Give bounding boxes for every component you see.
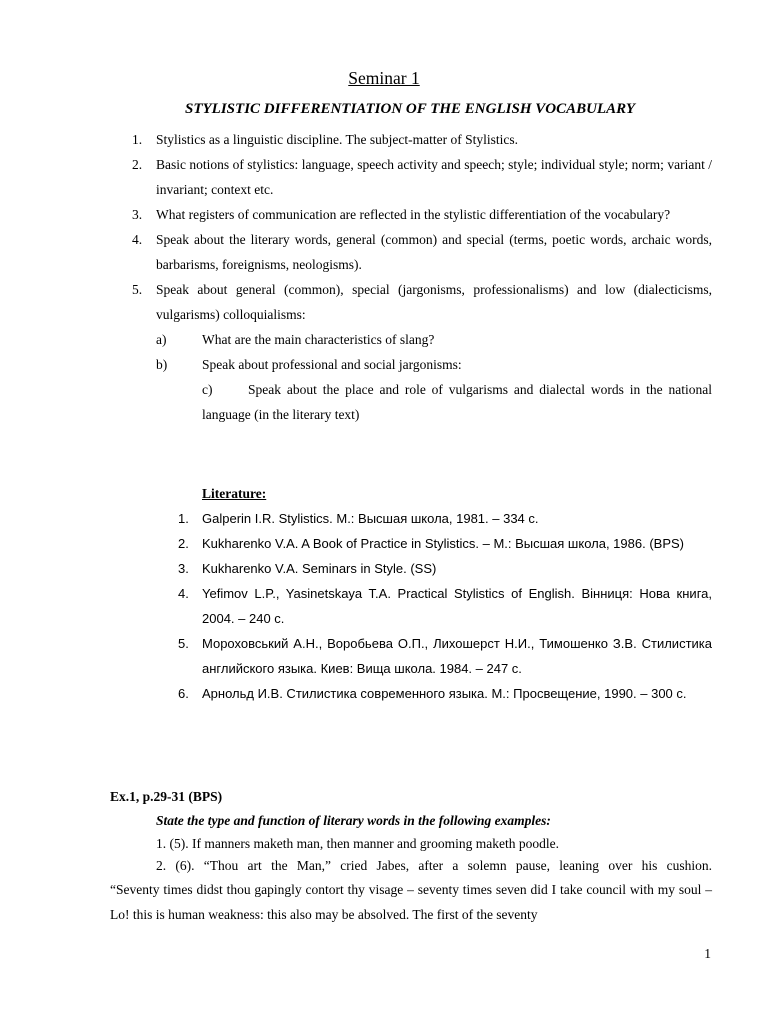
- literature-text: Galperin I.R. Stylistics. M.: Высшая школа, 1981. – 334 с.: [202, 511, 539, 526]
- literature-number: 4.: [178, 586, 189, 601]
- literature-item: [178, 581, 712, 631]
- subquestion-text: What are the main characteristics of slang?: [202, 332, 435, 347]
- question-list: [110, 127, 712, 427]
- literature-item: [178, 681, 712, 706]
- literature-item: [178, 556, 712, 581]
- question-number: 3.: [132, 207, 143, 222]
- question-text: What registers of communication are reflected in the stylistic differentiation of the vocabulary?: [156, 207, 671, 222]
- question-item: [110, 152, 712, 202]
- exercise-heading: Ex.1, p.29-31 (BPS): [110, 789, 223, 804]
- subquestion-letter: a): [156, 332, 167, 347]
- exercise-body: [110, 833, 712, 927]
- question-number: 1.: [132, 132, 143, 147]
- question-number: 5.: [132, 282, 143, 297]
- question-number: 4.: [132, 232, 143, 247]
- exercise-paragraph: “Seventy times didst thou gapingly contort thy visage – seventy times seven did I take council with my soul – Lo! this is human weakness: this also may be absolved. The first of the seventy: [110, 882, 712, 922]
- question-item: [110, 127, 712, 152]
- literature-list: [178, 506, 712, 706]
- literature-number: 5.: [178, 636, 189, 651]
- question-text: Stylistics as a linguistic discipline. The subject-matter of Stylistics.: [156, 132, 518, 147]
- question-number: 2.: [132, 157, 143, 172]
- literature-text: Мороховський А.Н., Воробьева О.П., Лихошерст Н.И., Тимошенко З.В. Стилистика английского языка. Киев: Вища школа. 1984. – 247 с.: [202, 636, 712, 676]
- literature-number: 2.: [178, 536, 189, 551]
- literature-number: 6.: [178, 686, 189, 701]
- literature-number: 3.: [178, 561, 189, 576]
- subquestion-letter: b): [156, 357, 168, 372]
- subquestion-item: [110, 377, 712, 427]
- subquestion-item: [110, 327, 712, 352]
- question-text: Basic notions of stylistics: language, speech activity and speech; style; individual style; norm; variant / invariant; context etc.: [156, 157, 712, 197]
- question-item: [110, 277, 712, 327]
- exercise-line: 2. (6). “Thou art the Man,” cried Jabes, after a solemn pause, leaning over his cushion.: [156, 858, 712, 873]
- literature-text: Kukharenko V.A. Seminars in Style. (SS): [202, 561, 437, 576]
- question-text: Speak about general (common), special (jargonisms, professionalisms) and low (dialecticisms, vulgarisms) colloquialisms:: [156, 282, 712, 322]
- question-item: [110, 227, 712, 277]
- subquestion-letter: c): [202, 382, 213, 397]
- exercise-line: 1. (5). If manners maketh man, then manner and grooming maketh poodle.: [156, 836, 560, 851]
- literature-heading: Literature:: [202, 486, 267, 501]
- literature-item: [178, 531, 712, 556]
- exercise-task: State the type and function of literary words in the following examples:: [156, 813, 551, 828]
- literature-item: [178, 631, 712, 681]
- subquestion-item: [110, 352, 712, 377]
- question-text: Speak about the literary words, general (common) and special (terms, poetic words, archaic words, barbarisms, foreignisms, neologisms).: [156, 232, 712, 272]
- literature-text: Yefimov L.P., Yasinetskaya T.A. Practical Stylistics of English. Вінниця: Нова книга, 2004. – 240 с.: [202, 586, 712, 626]
- subquestion-text: Speak about the place and role of vulgarisms and dialectal words in the national language (in the literary text): [202, 382, 712, 422]
- question-item: [110, 202, 712, 227]
- page-title: Seminar 1: [348, 68, 420, 88]
- literature-item: [178, 506, 712, 531]
- page-number: 1: [704, 946, 711, 961]
- literature-text: Kukharenko V.A. A Book of Practice in Stylistics. – M.: Высшая школа, 1986. (BPS): [202, 536, 684, 551]
- subquestion-text: Speak about professional and social jargonisms:: [202, 357, 462, 372]
- page-subtitle: STYLISTIC DIFFERENTIATION OF THE ENGLISH VOCABULARY: [185, 101, 635, 117]
- literature-number: 1.: [178, 511, 189, 526]
- literature-text: Арнольд И.В. Стилистика современного языка. М.: Просвещение, 1990. – 300 с.: [202, 686, 687, 701]
